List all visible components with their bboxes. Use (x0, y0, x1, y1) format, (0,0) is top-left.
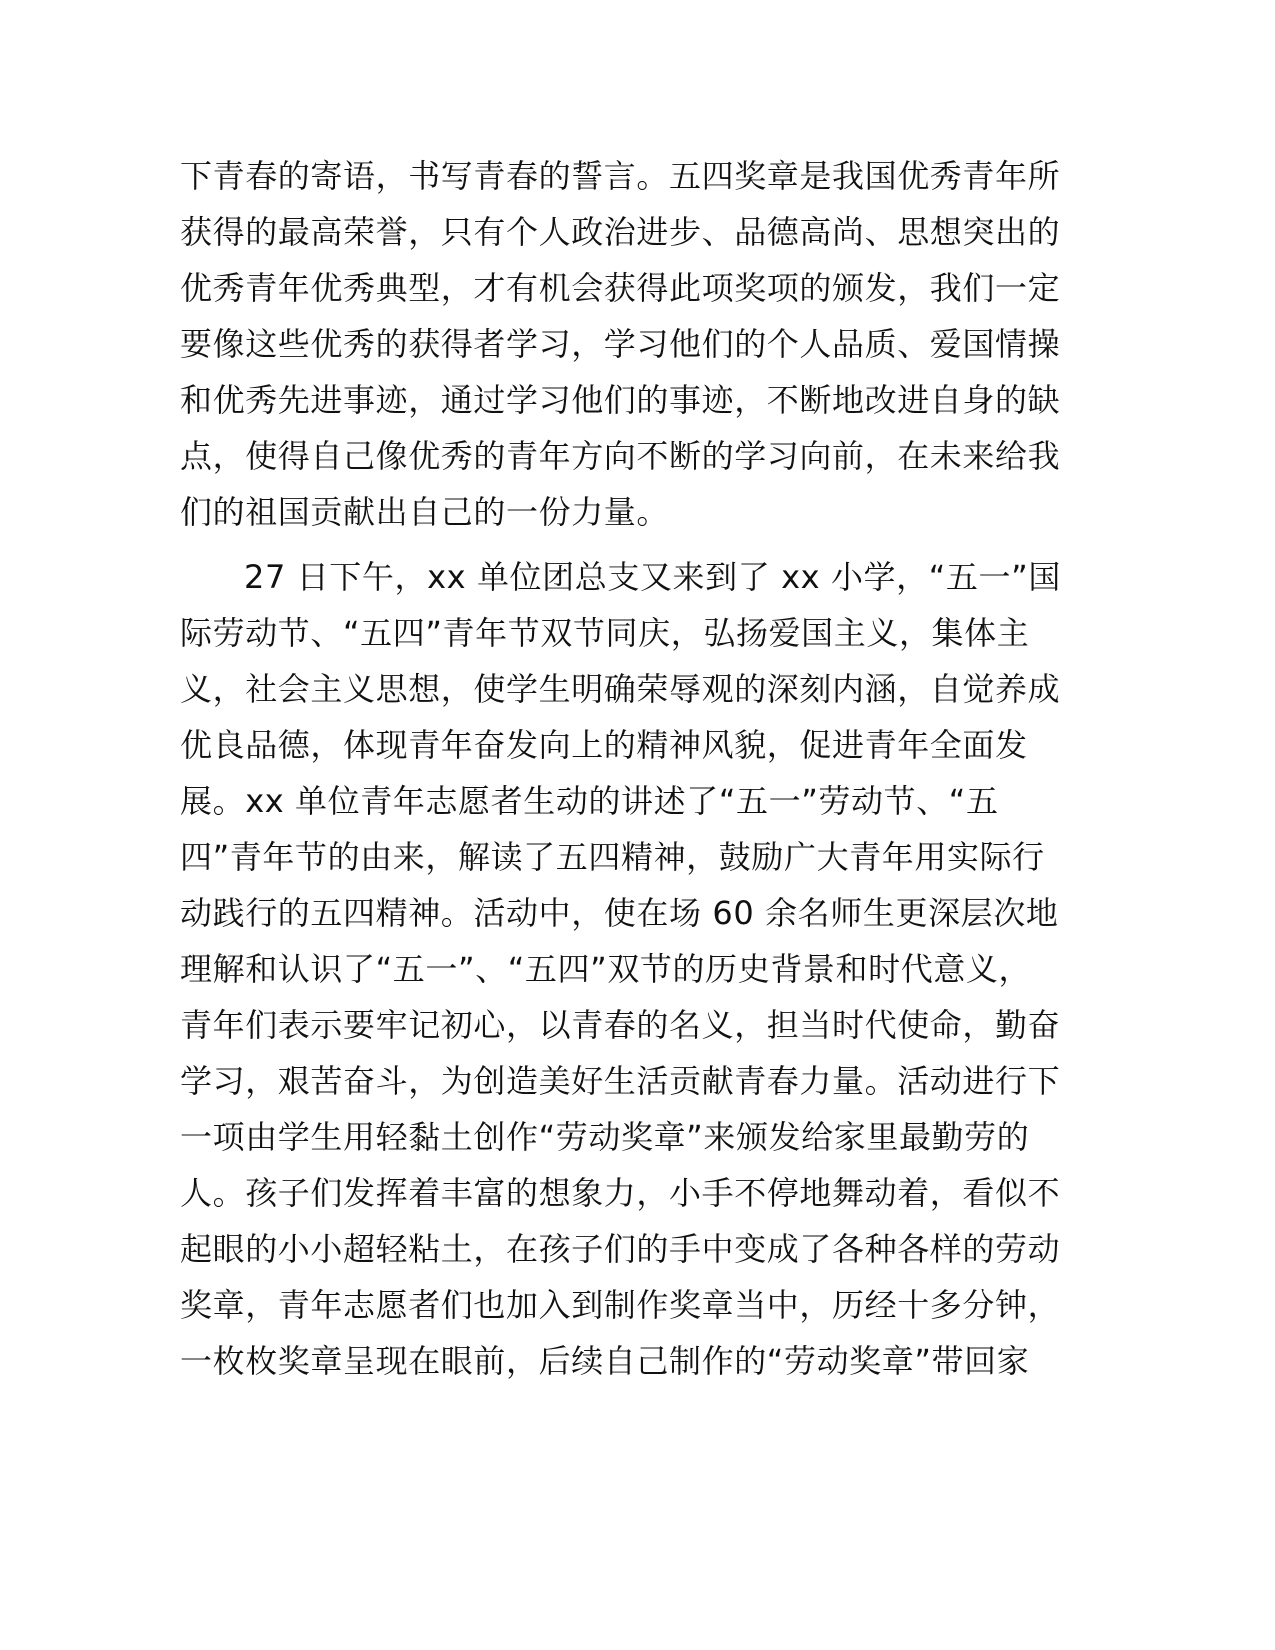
paragraph-line: 点，使得自己像优秀的青年方向不断的学习向前，在未来给我 (180, 437, 1061, 475)
paragraph-line: 展。xx 单位青年志愿者生动的讲述了“五一”劳动节、“五 (180, 782, 999, 820)
paragraph-line: 动践行的五四精神。活动中，使在场 60 余名师生更深层次地 (180, 894, 1059, 932)
paragraph-line: 人。孩子们发挥着丰富的想象力，小手不停地舞动着，看似不 (180, 1174, 1061, 1212)
paragraph-line: 和优秀先进事迹，通过学习他们的事迹，不断地改进自身的缺 (180, 381, 1061, 419)
paragraph-line: 学习，艰苦奋斗，为创造美好生活贡献青春力量。活动进行下 (180, 1062, 1061, 1100)
paragraph-line: 理解和认识了“五一”、“五四”双节的历史背景和时代意义， (180, 950, 1032, 988)
paragraph-line: 起眼的小小超轻粘土，在孩子们的手中变成了各种各样的劳动 (180, 1230, 1061, 1268)
paragraph-line: 要像这些优秀的获得者学习，学习他们的个人品质、爱国情操 (180, 325, 1061, 363)
paragraph-line: 际劳动节、“五四”青年节双节同庆，弘扬爱国主义，集体主 (180, 614, 1030, 652)
paragraph-line: 一枚枚奖章呈现在眼前，后续自己制作的“劳动奖章”带回家 (180, 1342, 1030, 1380)
paragraph-line: 奖章，青年志愿者们也加入到制作奖章当中，历经十多分钟， (180, 1286, 1061, 1324)
paragraph-line: 优秀青年优秀典型，才有机会获得此项奖项的颁发，我们一定 (180, 269, 1061, 307)
paragraph-2 (180, 549, 1080, 1389)
paragraph-line: 优良品德，体现青年奋发向上的精神风貌，促进青年全面发 (180, 726, 1028, 764)
paragraph-line: 获得的最高荣誉，只有个人政治进步、品德高尚、思想突出的 (180, 213, 1061, 251)
paragraph-line: 们的祖国贡献出自己的一份力量。 (180, 493, 670, 531)
paragraph-1 (180, 148, 1080, 540)
paragraph-line: 一项由学生用轻黏土创作“劳动奖章”来颁发给家里最勤劳的 (180, 1118, 1030, 1156)
paragraph-line: 义，社会主义思想，使学生明确荣辱观的深刻内涵，自觉养成 (180, 670, 1061, 708)
paragraph-line: 下青春的寄语，书写青春的誓言。五四奖章是我国优秀青年所 (180, 157, 1061, 195)
paragraph-line: 青年们表示要牢记初心，以青春的名义，担当时代使命，勤奋 (180, 1006, 1061, 1044)
paragraph-line: 27 日下午，xx 单位团总支又来到了 xx 小学，“五一”国 (244, 558, 1061, 596)
paragraph-line: 四”青年节的由来，解读了五四精神，鼓励广大青年用实际行 (180, 838, 1045, 876)
